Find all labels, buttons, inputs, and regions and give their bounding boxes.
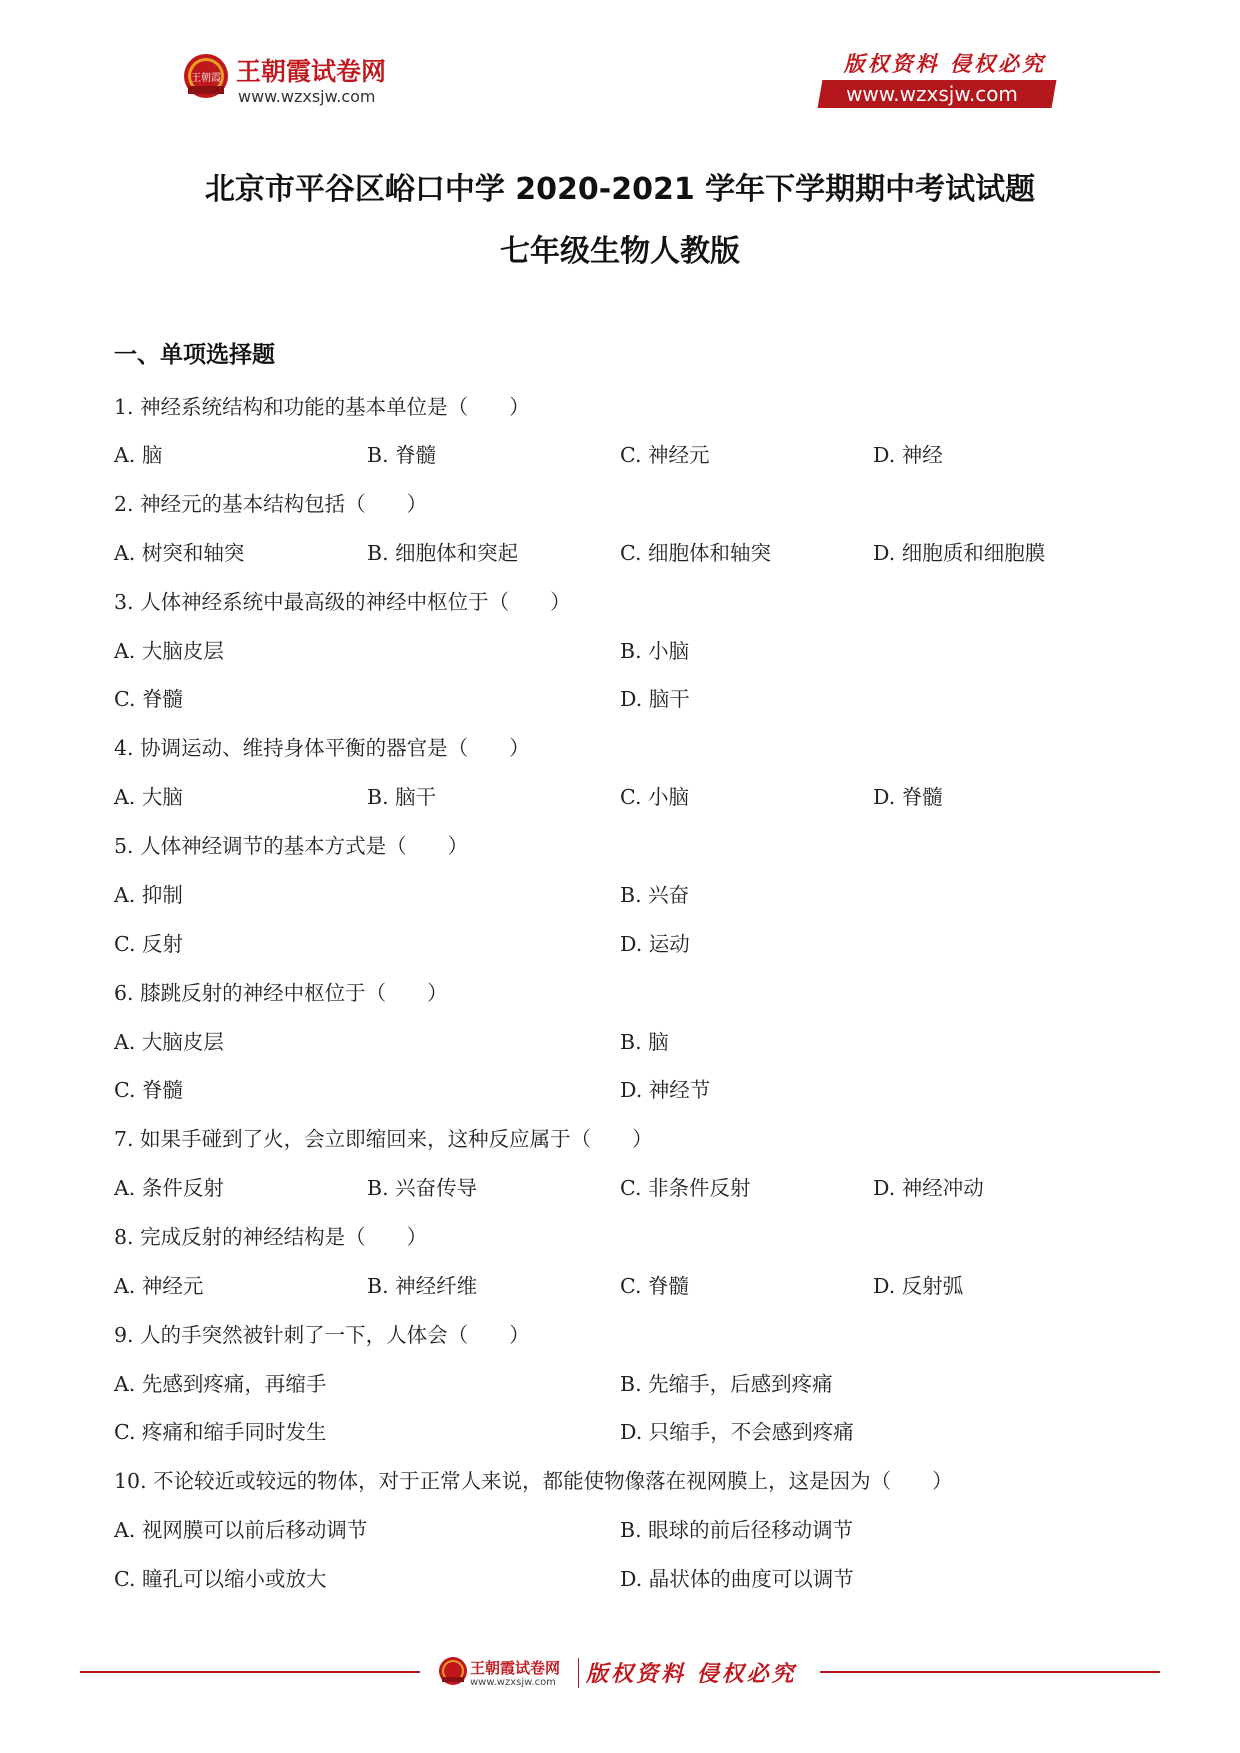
question-stem: 8. 完成反射的神经结构是（ ） xyxy=(114,1225,428,1249)
option-a: A. 条件反射 xyxy=(114,1176,224,1200)
banner-url-link[interactable]: www.wzxsjw.com xyxy=(846,82,1018,106)
option-a: A. 先感到疼痛，再缩手 xyxy=(114,1372,327,1396)
question-stem: 7. 如果手碰到了火，会立即缩回来，这种反应属于（ ） xyxy=(114,1127,653,1151)
option-b: B. 小脑 xyxy=(620,639,690,663)
logo-emblem-icon xyxy=(182,52,230,100)
option-b: B. 脊髓 xyxy=(367,443,437,467)
site-logo[interactable] xyxy=(182,48,412,112)
question-stem: 5. 人体神经调节的基本方式是（ ） xyxy=(114,834,469,858)
option-b: B. 兴奋传导 xyxy=(367,1176,478,1200)
footer-copyright: 版权资料 侵权必究 xyxy=(586,1661,797,1687)
header-copyright-block xyxy=(812,48,1054,110)
option-a: A. 树突和轴突 xyxy=(114,541,245,565)
question-stem: 9. 人的手突然被针刺了一下，人体会（ ） xyxy=(114,1323,530,1347)
option-d: D. 反射弧 xyxy=(873,1274,964,1298)
logo-url: www.wzxsjw.com xyxy=(238,87,376,106)
option-c: C. 脊髓 xyxy=(620,1274,689,1298)
option-d: D. 只缩手，不会感到疼痛 xyxy=(620,1420,854,1444)
option-b: B. 眼球的前后径移动调节 xyxy=(620,1518,854,1542)
exam-subtitle: 七年级生物人教版 xyxy=(500,234,740,269)
option-c: C. 反射 xyxy=(114,932,183,956)
option-a: A. 大脑 xyxy=(114,785,183,809)
copyright-notice: 版权资料 侵权必究 xyxy=(843,51,1046,76)
question-stem: 2. 神经元的基本结构包括（ ） xyxy=(114,492,428,516)
option-c: C. 瞳孔可以缩小或放大 xyxy=(114,1567,327,1591)
question-stem: 1. 神经系统结构和功能的基本单位是（ ） xyxy=(114,395,530,419)
option-a: A. 脑 xyxy=(114,443,163,467)
option-d: D. 神经节 xyxy=(620,1078,711,1102)
option-b: B. 细胞体和突起 xyxy=(367,541,519,565)
option-a: A. 神经元 xyxy=(114,1274,204,1298)
question-stem: 3. 人体神经系统中最高级的神经中枢位于（ ） xyxy=(114,590,571,614)
option-c: C. 细胞体和轴突 xyxy=(620,541,771,565)
option-a: A. 视网膜可以前后移动调节 xyxy=(114,1518,368,1542)
option-c: C. 疼痛和缩手同时发生 xyxy=(114,1420,327,1444)
option-d: D. 神经冲动 xyxy=(873,1176,984,1200)
option-a: A. 抑制 xyxy=(114,883,183,907)
footer-divider-right xyxy=(820,1671,1160,1673)
option-b: B. 兴奋 xyxy=(620,883,690,907)
option-d: D. 晶状体的曲度可以调节 xyxy=(620,1567,854,1591)
option-a: A. 大脑皮层 xyxy=(114,1030,224,1054)
footer-separator xyxy=(578,1658,579,1688)
question-stem: 4. 协调运动、维持身体平衡的器官是（ ） xyxy=(114,736,530,760)
exam-title: 北京市平谷区峪口中学 2020-2021 学年下学期期中考试试题 xyxy=(204,172,1036,207)
option-b: B. 脑干 xyxy=(367,785,437,809)
option-c: C. 小脑 xyxy=(620,785,689,809)
option-c: C. 神经元 xyxy=(620,443,710,467)
option-d: D. 运动 xyxy=(620,932,690,956)
option-c: C. 脊髓 xyxy=(114,687,183,711)
option-b: B. 先缩手，后感到疼痛 xyxy=(620,1372,833,1396)
question-stem: 6. 膝跳反射的神经中枢位于（ ） xyxy=(114,981,448,1005)
option-c: C. 非条件反射 xyxy=(620,1176,751,1200)
footer-divider-left xyxy=(80,1671,420,1673)
footer-logo-emblem-icon xyxy=(438,1656,468,1686)
option-d: D. 脊髓 xyxy=(873,785,943,809)
footer-url[interactable]: www.wzxsjw.com xyxy=(470,1677,556,1688)
option-d: D. 脑干 xyxy=(620,687,690,711)
option-d: D. 神经 xyxy=(873,443,943,467)
option-b: B. 神经纤维 xyxy=(367,1274,478,1298)
logo-name: 王朝霞试卷网 xyxy=(236,57,387,86)
question-stem: 10. 不论较近或较远的物体，对于正常人来说，都能使物像落在视网膜上，这是因为（ ） xyxy=(114,1469,953,1493)
option-c: C. 脊髓 xyxy=(114,1078,183,1102)
section-heading: 一、单项选择题 xyxy=(114,342,275,368)
footer-logo-name: 王朝霞试卷网 xyxy=(470,1659,561,1677)
option-b: B. 脑 xyxy=(620,1030,669,1054)
option-a: A. 大脑皮层 xyxy=(114,639,224,663)
option-d: D. 细胞质和细胞膜 xyxy=(873,541,1046,565)
svg-text:王朝霞: 王朝霞 xyxy=(191,73,221,84)
